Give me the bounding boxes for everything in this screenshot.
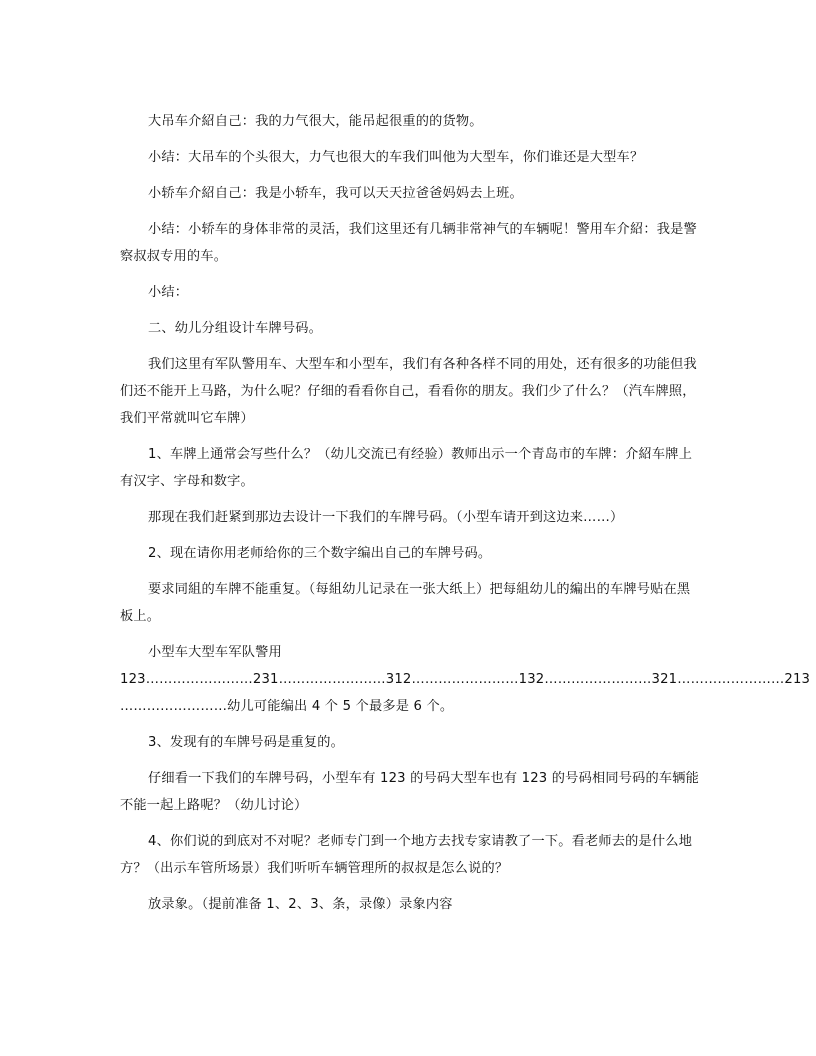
paragraph-play-video: 放录象。（提前准备 1、2、3、条，录像）录象内容 xyxy=(148,897,453,912)
paragraph-step-two: 2、现在请你用老师给你的三个数字编出自己的车牌号码。 xyxy=(148,546,492,561)
paragraph-summary-blank: 小结： xyxy=(148,285,189,300)
paragraph-step-one: 1、车牌上通常会写些什么？（幼儿交流已有经验）教师出示一个青岛市的车牌：介紹车牌上有汉字、字母和数字。 xyxy=(120,447,693,489)
grouping-header: 小型车大型车军队警用 xyxy=(148,645,282,660)
grouping-block xyxy=(120,639,811,720)
paragraph-go-design: 那现在我们赶紧到那边去设计一下我们的车牌号码。（小型车请开到这边来……） xyxy=(148,510,624,525)
paragraph-crane-intro: 大吊车介紹自己：我的力气很大，能吊起很重的的货物。 xyxy=(148,114,483,129)
grouping-line-2: ……………………幼儿可能编出 4 个 5 个最多是 6 个。 xyxy=(120,699,454,714)
document-body xyxy=(120,108,811,918)
paragraph-compare-plates: 仔细看一下我们的车牌号码，小型车有 123 的号码大型车也有 123 的号码相同号码的车辆能不能一起上路呢？（幼儿讨论） xyxy=(120,771,700,813)
paragraph-car-intro: 小轿车介紹自己：我是小轿车，我可以天天拉爸爸妈妈去上班。 xyxy=(148,186,523,201)
paragraph-no-repeat: 要求同組的车牌不能重复。（每組幼儿记录在一张大纸上）把每組幼儿的編出的车牌号贴在黑板上。 xyxy=(120,582,691,624)
section-heading-two: 二、幼儿分组设计车牌号码。 xyxy=(148,321,323,336)
paragraph-crane-summary: 小结：大吊车的个头很大，力气也很大的车我们叫他为大型车，你们谁还是大型车？ xyxy=(148,150,644,165)
paragraph-license-intro: 我们这里有军队警用车、大型车和小型车，我们有各种各样不同的用处，还有很多的功能但我们还不能开上马路，为什么呢？仔细的看看你自己，看看你的朋友。我们少了什么？（汽车牌照，我们平常就叫它车牌） xyxy=(120,357,697,426)
grouping-line-1: 123……………………231……………………312……………………132……………………321……………………213 xyxy=(120,672,811,687)
paragraph-step-four: 4、你们说的到底对不对呢？老师专门到一个地方去找专家请教了一下。看老师去的是什么地方？（出示车管所场景）我们听听车辆管理所的叔叔是怎么说的？ xyxy=(120,834,693,876)
paragraph-step-three: 3、发现有的车牌号码是重复的。 xyxy=(148,735,345,750)
paragraph-car-summary: 小结：小轿车的身体非常的灵活，我们这里还有几辆非常神气的车辆呢！警用车介紹：我是警察叔叔专用的车。 xyxy=(120,222,697,264)
